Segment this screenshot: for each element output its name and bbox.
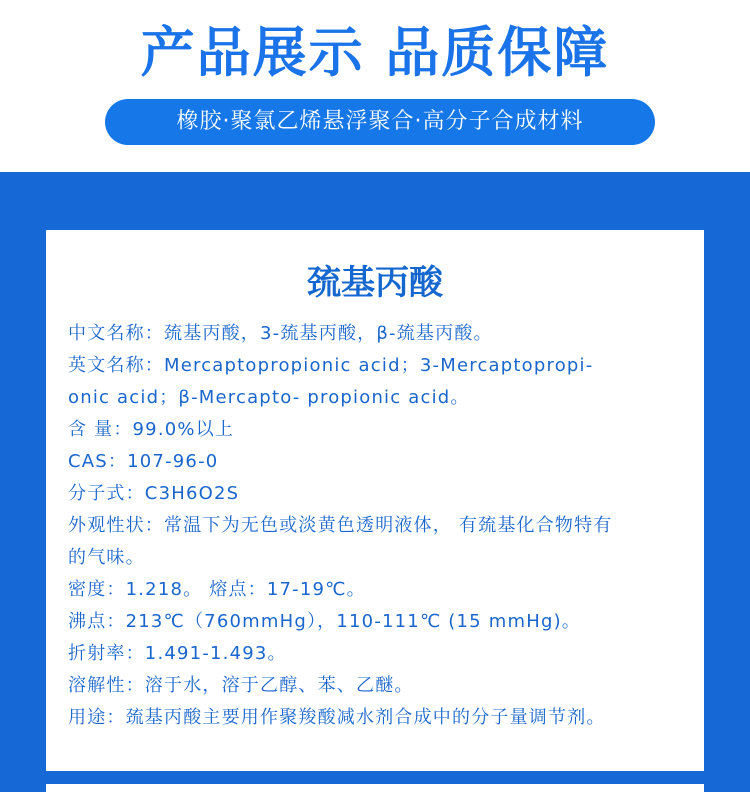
subtitle-banner: 橡胶·聚氯乙烯悬浮聚合·高分子合成材料 <box>105 99 655 145</box>
spec-line-boiling-point: 沸点：213℃（760mmHg），110-111℃ (15 mmHg)。 <box>68 611 582 632</box>
card-bottom-edge <box>46 784 704 792</box>
product-name: 巯基丙酸 <box>307 263 443 303</box>
header-section <box>0 0 750 172</box>
product-spec-list <box>68 318 692 734</box>
spec-line-appearance-cont: 的气味。 <box>68 547 145 568</box>
spec-line-appearance: 外观性状：常温下为无色或淡黄色透明液体， 有巯基化合物特有 <box>68 515 613 536</box>
spec-line-refractive-index: 折射率：1.491-1.493。 <box>68 643 287 664</box>
spec-line-english-name-cont: onic acid；β-Mercapto- propionic acid。 <box>68 387 470 408</box>
spec-line-density: 密度：1.218。 熔点：17-19℃。 <box>68 579 366 600</box>
spec-line-english-name: 英文名称：Mercaptopropionic acid；3-Mercaptopropi- <box>68 355 594 376</box>
product-info-card <box>46 230 704 771</box>
spec-line-formula: 分子式：C3H6O2S <box>68 483 240 504</box>
spec-line-content: 含 量：99.0%以上 <box>68 419 235 440</box>
page-title: 产品展示 品质保障 <box>140 21 610 84</box>
spec-line-chinese-name: 中文名称：巯基丙酸，3-巯基丙酸，β-巯基丙酸。 <box>68 323 493 344</box>
spec-line-solubility: 溶解性：溶于水，溶于乙醇、苯、乙醚。 <box>68 675 414 696</box>
spec-line-usage: 用途：巯基丙酸主要用作聚羧酸减水剂合成中的分子量调节剂。 <box>68 707 606 728</box>
spec-line-cas: CAS：107-96-0 <box>68 451 219 472</box>
